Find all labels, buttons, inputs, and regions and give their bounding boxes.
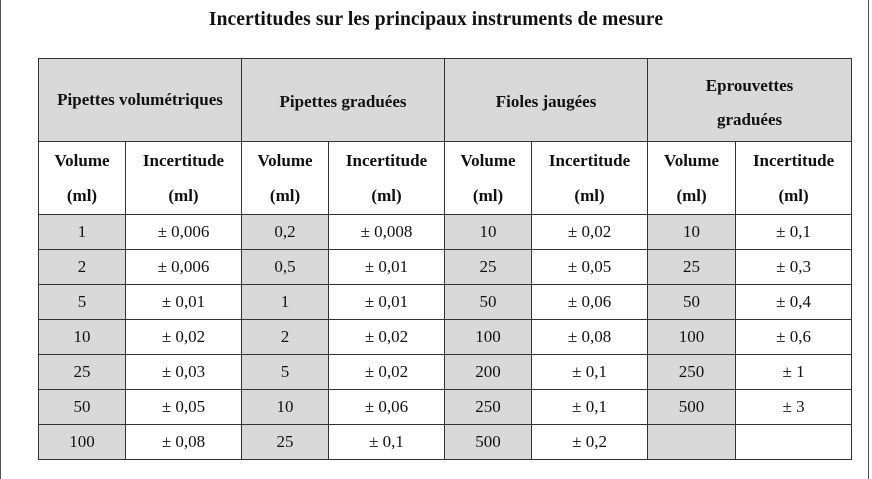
volume-cell: 10 [648,215,736,250]
uncertainty-cell: ± 0,01 [126,285,242,320]
table-row [39,320,852,355]
volume-cell: 500 [445,425,532,460]
volume-cell: 25 [39,355,126,390]
uncertainty-cell: ± 0,01 [329,250,445,285]
uncertainty-column-header: Incertitude (ml) [532,142,648,215]
uncertainty-cell: ± 0,1 [329,425,445,460]
group-header: Pipettes graduées [242,59,445,142]
page-title: Incertitudes sur les principaux instruments de mesure [208,9,664,30]
volume-cell: 25 [242,425,329,460]
volume-cell [648,425,736,460]
volume-cell: 5 [39,285,126,320]
table-row [39,390,852,425]
volume-column-header: Volume (ml) [648,142,736,215]
volume-column-header: Volume (ml) [242,142,329,215]
volume-cell: 100 [445,320,532,355]
uncertainty-cell: ± 0,1 [532,390,648,425]
volume-cell: 200 [445,355,532,390]
uncertainty-cell: ± 0,02 [329,355,445,390]
uncertainty-cell: ± 3 [736,390,852,425]
uncertainty-cell: ± 0,008 [329,215,445,250]
group-header-row [39,59,852,142]
uncertainty-cell: ± 0,006 [126,250,242,285]
volume-cell: 0,2 [242,215,329,250]
uncertainty-cell: ± 0,01 [329,285,445,320]
uncertainty-cell: ± 0,006 [126,215,242,250]
uncertainty-cell: ± 0,3 [736,250,852,285]
uncertainty-cell: ± 0,02 [532,215,648,250]
volume-cell: 250 [445,390,532,425]
volume-cell: 100 [648,320,736,355]
volume-cell: 100 [39,425,126,460]
uncertainty-cell [736,425,852,460]
table-row [39,250,852,285]
volume-cell: 2 [242,320,329,355]
table-row [39,425,852,460]
uncertainty-cell: ± 0,06 [329,390,445,425]
group-header: Fioles jaugées [445,59,648,142]
volume-column-header: Volume (ml) [445,142,532,215]
volume-cell: 1 [39,215,126,250]
uncertainty-column-header: Incertitude (ml) [329,142,445,215]
uncertainty-cell: ± 0,02 [329,320,445,355]
volume-cell: 10 [39,320,126,355]
volume-cell: 50 [445,285,532,320]
uncertainty-cell: ± 0,06 [532,285,648,320]
table-row [39,355,852,390]
group-header: Pipettes volumétriques [39,59,242,142]
uncertainty-cell: ± 0,1 [736,215,852,250]
uncertainty-cell: ± 0,1 [532,355,648,390]
volume-cell: 50 [648,285,736,320]
volume-cell: 2 [39,250,126,285]
volume-cell: 5 [242,355,329,390]
column-header-row [39,142,852,215]
uncertainty-cell: ± 0,03 [126,355,242,390]
uncertainty-cell: ± 1 [736,355,852,390]
uncertainty-column-header: Incertitude (ml) [126,142,242,215]
table-row [39,285,852,320]
volume-cell: 50 [39,390,126,425]
uncertainty-column-header: Incertitude (ml) [736,142,852,215]
volume-cell: 0,5 [242,250,329,285]
uncertainty-table [38,58,852,460]
uncertainty-cell: ± 0,05 [532,250,648,285]
volume-cell: 250 [648,355,736,390]
uncertainty-cell: ± 0,4 [736,285,852,320]
uncertainty-cell: ± 0,08 [126,425,242,460]
table-body [39,215,852,460]
uncertainty-cell: ± 0,08 [532,320,648,355]
uncertainty-cell: ± 0,6 [736,320,852,355]
group-header: Eprouvettes graduées [648,59,852,142]
uncertainty-cell: ± 0,2 [532,425,648,460]
uncertainty-cell: ± 0,05 [126,390,242,425]
uncertainty-cell: ± 0,02 [126,320,242,355]
volume-cell: 500 [648,390,736,425]
volume-column-header: Volume (ml) [39,142,126,215]
volume-cell: 25 [445,250,532,285]
volume-cell: 1 [242,285,329,320]
volume-cell: 25 [648,250,736,285]
table-row [39,215,852,250]
volume-cell: 10 [242,390,329,425]
volume-cell: 10 [445,215,532,250]
